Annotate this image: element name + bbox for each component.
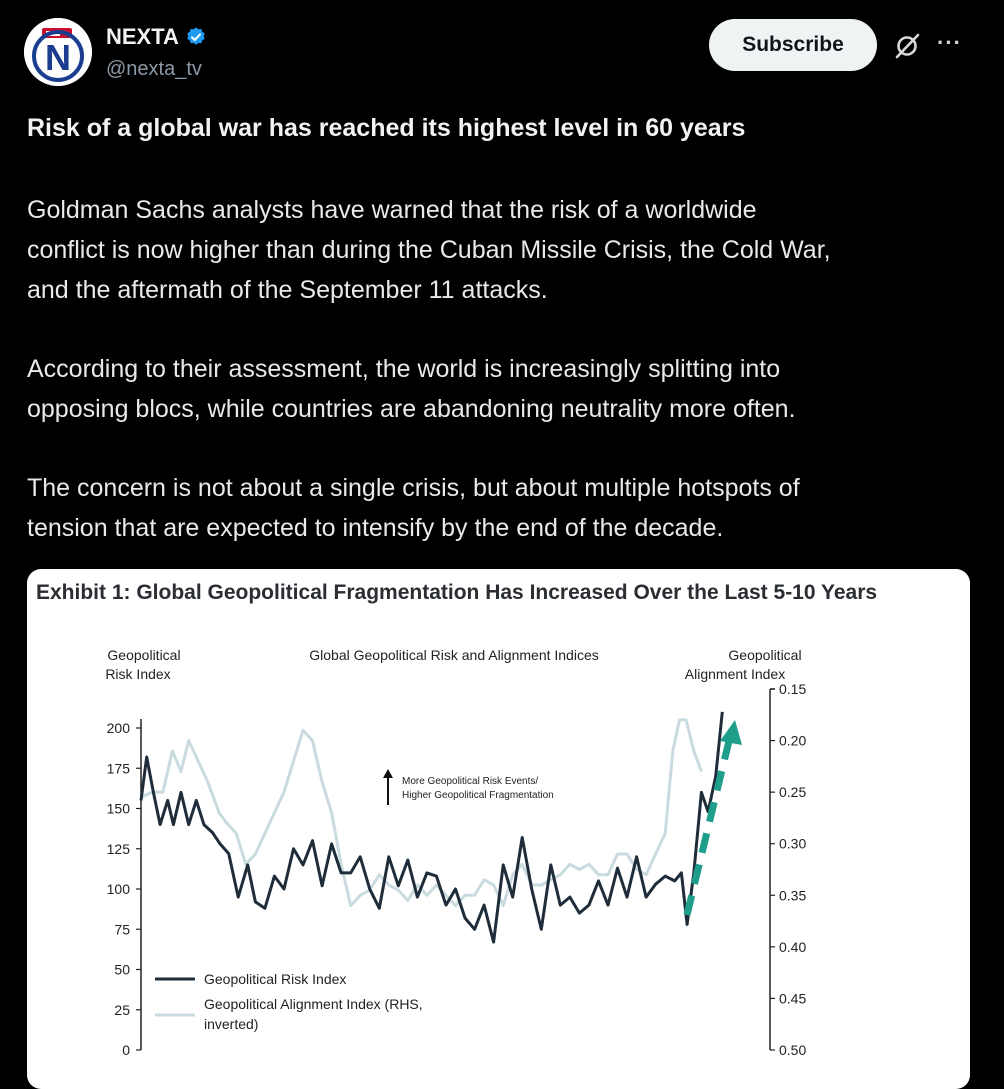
author-row [106,24,207,50]
annotation-line-2: Higher Geopolitical Fragmentation [402,790,554,801]
post-title: Risk of a global war has reached its highest level in 60 years [27,114,746,142]
right-axis-label-line-2: Alignment Index [684,666,786,682]
left-tick-label: 175 [106,760,130,777]
left-tick-label: 25 [114,1001,130,1018]
risk-index-line [141,712,722,942]
left-axis-label-line-2: Risk Index [105,666,171,682]
alignment-index-line [141,720,701,906]
paragraph-2-line-1: According to their assessment, the world is increasingly splitting into [27,355,781,383]
left-tick-label: 0 [122,1042,130,1058]
post-paragraph-1 [27,190,977,310]
left-tick-label: 75 [114,921,130,938]
right-tick-label: 0.50 [779,1042,807,1058]
post-paragraph-2 [27,349,977,429]
more-icon[interactable]: ··· [937,30,962,55]
author-name[interactable]: NEXTA [106,24,179,49]
paragraph-3-line-2: tension that are expected to intensify by the end of the decade. [27,514,724,542]
grok-icon[interactable] [893,32,921,60]
chart-title: Global Geopolitical Risk and Alignment Indices [309,647,599,663]
series-layer [141,712,722,942]
left-axis-label-line-1: Geopolitical [107,647,181,663]
paragraph-1-line-1: Goldman Sachs analysts have warned that the risk of a worldwide [27,196,757,224]
legend-label-risk: Geopolitical Risk Index [204,971,347,987]
left-tick-label: 200 [106,720,130,736]
left-tick-label: 150 [106,800,130,817]
svg-text:N: N [45,37,71,78]
legend-label-alignment: Geopolitical Alignment Index (RHS, [204,996,423,1012]
legend-label-alignment-2: inverted) [204,1016,259,1032]
chart-image-card[interactable] [27,569,970,1089]
right-tick-label: 0.15 [779,681,807,697]
paragraph-3-line-1: The concern is not about a single crisis, but about multiple hotspots of [27,474,800,502]
left-tick-label: 125 [106,840,130,857]
right-tick-label: 0.30 [779,835,807,852]
nexta-avatar[interactable] [24,18,92,86]
subscribe-button[interactable]: Subscribe [709,19,877,71]
trend-arrow [687,720,742,915]
left-tick-label: 50 [114,961,130,978]
geopolitical-chart [27,569,970,1089]
verified-badge-icon [185,26,207,48]
exhibit-title: Exhibit 1: Global Geopolitical Fragmentation Has Increased Over the Last 5-10 Years [36,581,878,604]
annotation-line-1: More Geopolitical Risk Events/ [402,776,539,787]
right-tick-label: 0.40 [779,938,807,955]
post-paragraph-3 [27,468,977,548]
right-tick-label: 0.25 [779,784,807,801]
paragraph-1-line-3: and the aftermath of the September 11 attacks. [27,276,548,304]
left-tick-label: 100 [106,881,130,897]
paragraph-1-line-2: conflict is now higher than during the Cuban Missile Crisis, the Cold War, [27,236,831,264]
right-tick-label: 0.35 [779,887,807,904]
paragraph-2-line-2: opposing blocs, while countries are abandoning neutrality more often. [27,395,796,423]
author-handle[interactable]: @nexta_tv [106,58,202,80]
legend [155,971,423,1032]
right-tick-label: 0.20 [779,732,807,749]
annotation [383,769,554,805]
right-tick-label: 0.45 [779,990,807,1007]
right-axis-label-line-1: Geopolitical [728,647,802,663]
